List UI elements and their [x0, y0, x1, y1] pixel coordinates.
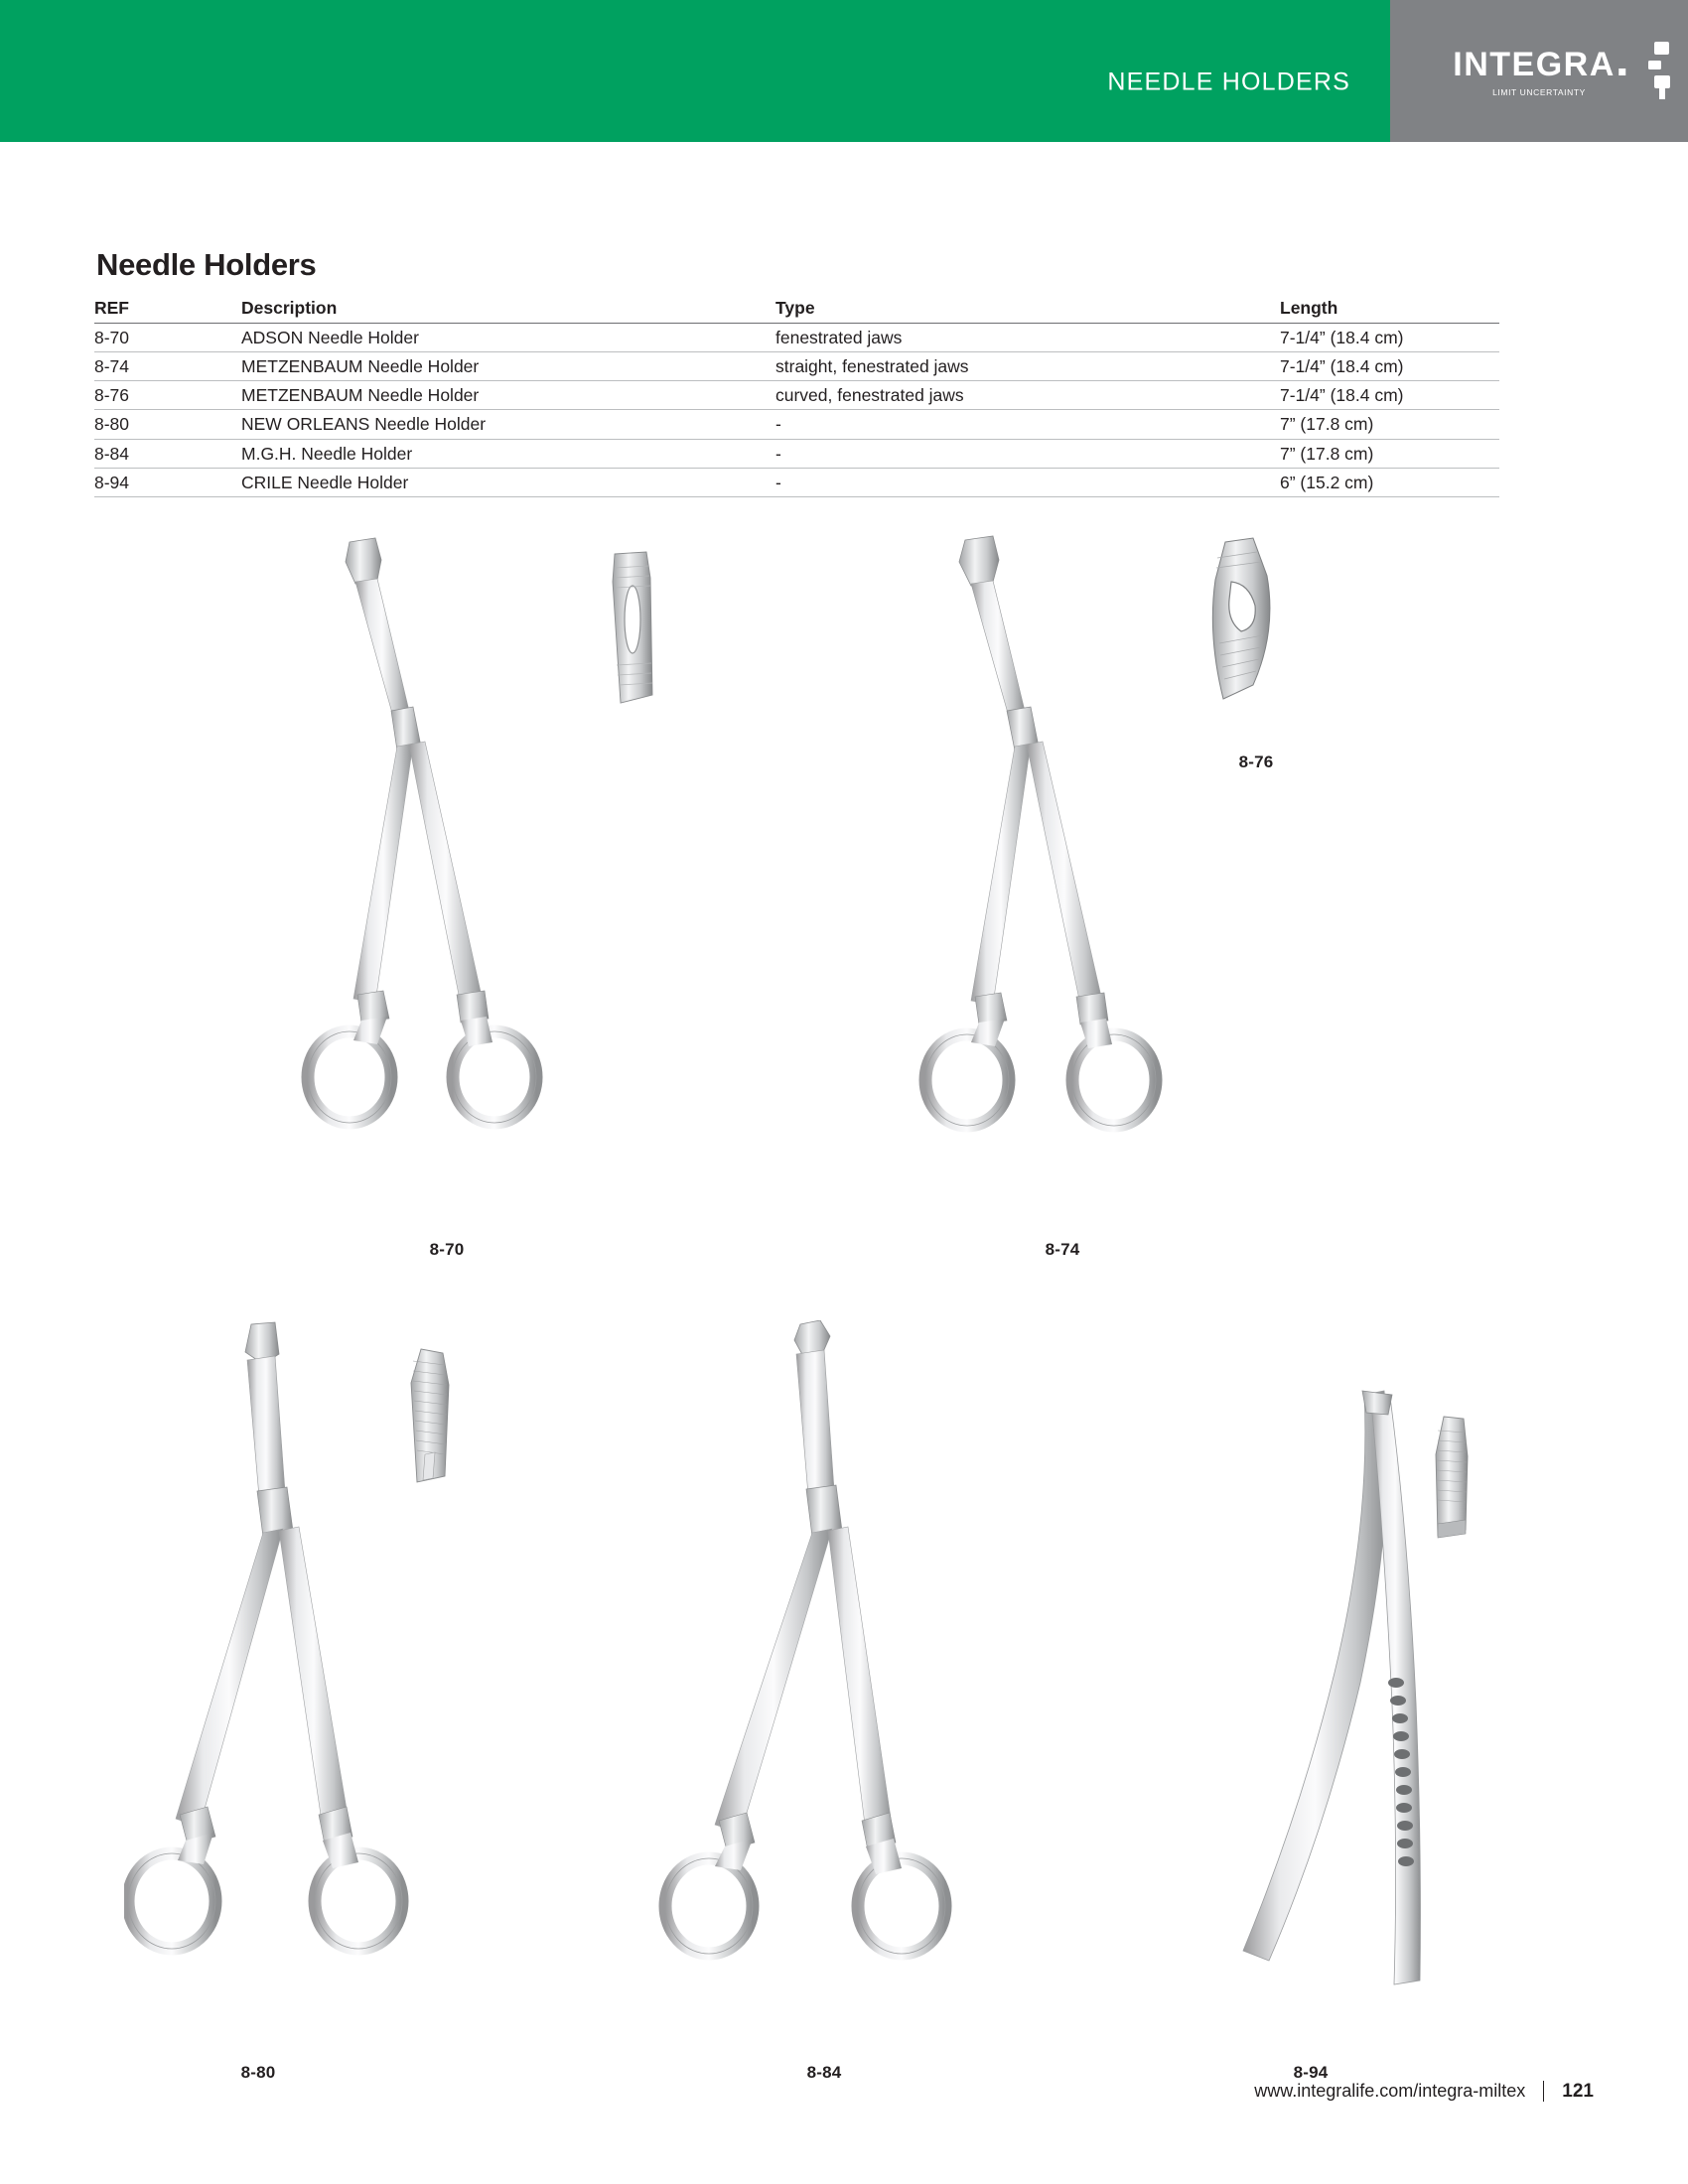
integra-mark-icon	[1640, 42, 1670, 99]
cell-type: curved, fenestrated jaws	[775, 381, 1280, 410]
cell-description: NEW ORLEANS Needle Holder	[241, 410, 775, 439]
cell-type: straight, fenestrated jaws	[775, 352, 1280, 381]
brand-name: INTEGRA	[1453, 45, 1616, 83]
cell-ref: 8-74	[94, 352, 241, 381]
table-row	[94, 439, 1499, 468]
footer-url[interactable]: www.integralife.com/integra-miltex	[1254, 2081, 1526, 2101]
cell-type: -	[775, 410, 1280, 439]
cell-ref: 8-80	[94, 410, 241, 439]
brand-logo-text	[1453, 46, 1625, 97]
figure-label-8-94: 8-94	[1293, 2063, 1329, 2082]
column-header-description: Description	[241, 298, 775, 324]
cell-ref: 8-94	[94, 468, 241, 496]
header-bar	[0, 0, 1390, 142]
cell-type: -	[775, 439, 1280, 468]
column-header-type: Type	[775, 298, 1280, 324]
table-row	[94, 324, 1499, 352]
cell-description: METZENBAUM Needle Holder	[241, 381, 775, 410]
section-title: NEEDLE HOLDERS	[1107, 68, 1350, 96]
cell-length: 7” (17.8 cm)	[1280, 410, 1499, 439]
cell-length: 7-1/4” (18.4 cm)	[1280, 324, 1499, 352]
table-header-row	[94, 298, 1499, 324]
instrument-image-8-84	[645, 1320, 983, 2055]
figure-label-8-80: 8-80	[240, 2063, 276, 2082]
cell-description: CRILE Needle Holder	[241, 468, 775, 496]
specification-table	[94, 298, 1499, 497]
instrument-image-8-80	[124, 1320, 442, 2055]
cell-description: ADSON Needle Holder	[241, 324, 775, 352]
cell-length: 6” (15.2 cm)	[1280, 468, 1499, 496]
table-row	[94, 381, 1499, 410]
cell-ref: 8-70	[94, 324, 241, 352]
footer	[0, 2081, 1688, 2103]
cell-length: 7-1/4” (18.4 cm)	[1280, 381, 1499, 410]
figure-label-8-76: 8-76	[1238, 752, 1274, 771]
jaw-detail-image-8-94	[1422, 1413, 1481, 1552]
cell-length: 7-1/4” (18.4 cm)	[1280, 352, 1499, 381]
table-row	[94, 410, 1499, 439]
figure-label-8-70: 8-70	[429, 1240, 465, 1259]
page-number: 121	[1543, 2081, 1594, 2102]
cell-type: fenestrated jaws	[775, 324, 1280, 352]
cell-ref: 8-84	[94, 439, 241, 468]
figure-label-8-84: 8-84	[806, 2063, 842, 2082]
brand-tagline: LIMIT UNCERTAINTY	[1492, 86, 1586, 97]
figure-label-8-74: 8-74	[1045, 1240, 1080, 1259]
cell-ref: 8-76	[94, 381, 241, 410]
jaw-detail-image-8-80	[395, 1345, 465, 1499]
column-header-length: Length	[1280, 298, 1499, 324]
table-row	[94, 352, 1499, 381]
cell-length: 7” (17.8 cm)	[1280, 439, 1499, 468]
column-header-ref: REF	[94, 298, 241, 324]
cell-description: METZENBAUM Needle Holder	[241, 352, 775, 381]
cell-type: -	[775, 468, 1280, 496]
instrument-image-8-76	[1192, 536, 1301, 725]
jaw-detail-image-8-70	[591, 548, 670, 727]
page-title: Needle Holders	[96, 246, 317, 282]
cell-description: M.G.H. Needle Holder	[241, 439, 775, 468]
brand-dot-icon	[1618, 68, 1625, 75]
brand-logo	[1390, 0, 1688, 142]
table-row	[94, 468, 1499, 496]
